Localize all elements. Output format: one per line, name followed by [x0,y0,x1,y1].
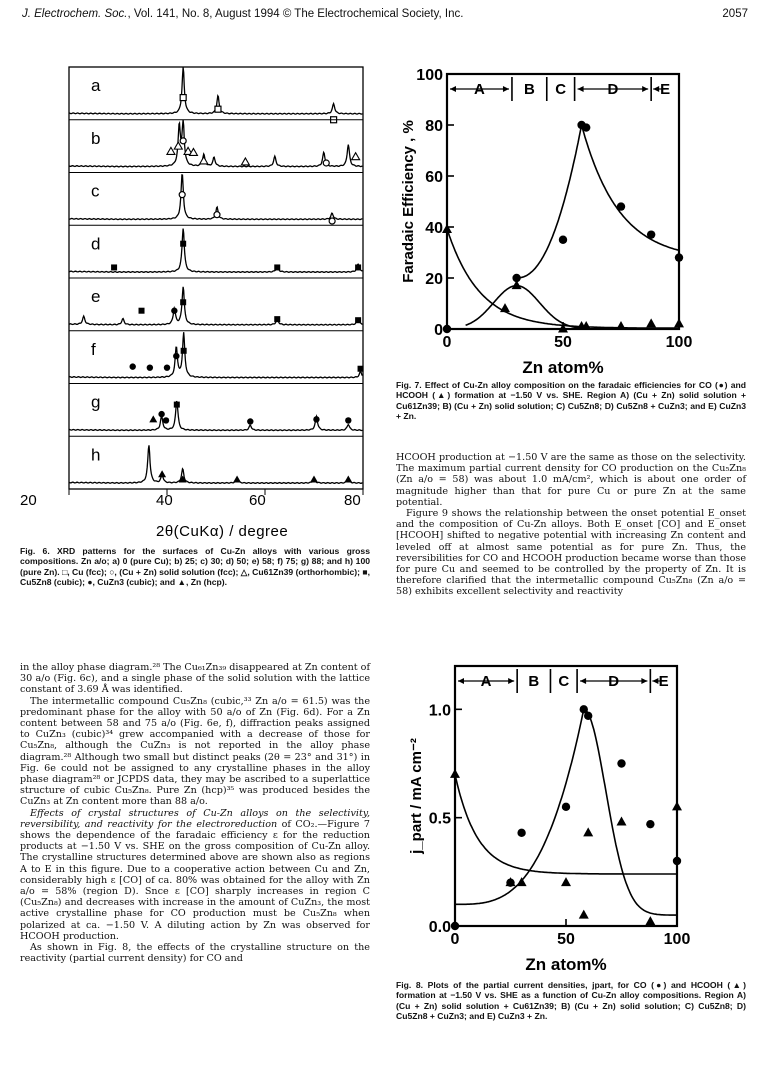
fig7-figure [395,56,700,376]
fig6-marker-cu5zn8 [180,299,186,305]
hcooh-data-point [512,280,522,289]
co-data-point [675,253,683,261]
region-arrowhead [458,678,464,684]
fig8-figure [395,648,700,978]
co-data-point [451,922,459,930]
x-tick-label: 0 [450,931,460,948]
x-tick-label: 100 [663,931,691,948]
fig6-marker-cuzn3 [164,364,170,370]
fig6-marker-cu [215,106,221,112]
fig6-svg [18,62,373,542]
hcooh-data-point [442,224,452,233]
co-data-point [562,803,570,811]
hcooh-data-point [674,318,684,327]
fit-curve-0 [517,125,679,278]
fig6-marker-cuzn3 [158,411,164,417]
fig6-panel-label-a: a [91,76,101,95]
y-tick-label: 0.5 [428,810,451,828]
co-data-point [559,236,567,244]
region-label-E: E [660,81,671,98]
y-tick-label: 100 [416,67,443,84]
fig6-marker-cu61zn39 [241,158,249,165]
fig6-marker-cu5zn8 [355,264,361,270]
fig6-panel-label-d: d [91,234,101,254]
fig7-caption: Fig. 7. Effect of Cu-Zn alloy composition on the faradaic efficiencies for CO (●) and HCOOH (▲) formation at −1.50 V vs. SHE. Region A) (Cu + Zn) solid solution + Cu61Zn39; B) (Cu + Zn) solid solution; C) Cu5Zn8; D) Cu5Zn8 + CuZn3; and E) CuZn3 + Zn. [396,380,746,422]
fig6-pattern-f [69,332,362,378]
left-column-text [20,662,370,964]
fig6-pattern-b [69,120,362,167]
hcooh-data-point [561,877,571,886]
fig6-marker-cu5zn8 [174,402,180,408]
hcooh-data-point [583,827,593,836]
hcooh-data-point [672,801,682,810]
region-arrowhead [450,86,456,92]
hcooh-data-point [450,769,460,778]
fig8-caption: Fig. 8. Plots of the partial current densities, jpart, for CO (●) and HCOOH (▲) formation at −1.50 V vs. SHE as a function of Cu-Zn alloy compositions. Region A) (Cu + Zn) solid solution + Cu61Zn39; B) (Cu + Zn) solid solution; C) Cu5Zn8; D) Cu5Zn8 + CuZn3; and E) CuZn3 + Zn. [396,980,746,1022]
fig6-marker-solid-solution [329,218,335,224]
region-arrowhead [641,678,647,684]
region-label-A: A [474,81,485,98]
region-label-D: D [608,673,620,690]
region-arrowhead [578,86,584,92]
region-label-E: E [658,673,669,690]
fig6-marker-solid-solution [180,138,186,144]
fig6-pattern-g [69,401,362,431]
left-para-3-text: of CO₂.—Figure 7 shows the dependence of the faradaic efficiency ε for the reduction products at −1.50 V vs. SHE on the gross composition of Cu-Zn alloy. The crystalline structures determined above are shown also as regions A to E in this figure. Due to a cooperative action between Cu and Zn, considerably high ε [CO] of ca. 80% was obtained for the alloy with Zn a/o = 58% (region D). Snce ε [CO] sharply increases in region C (Cu₅Zn₈) and decreases with increase in the amount of CuZn₃, the most active crystalline phase for CO production must be Cu₅Zn₈ when polarized at ca. −1.50 V. A diluting action by Zn was observed for HCOOH production. [20,818,370,942]
fig6-xtick-80: 80 [344,492,361,509]
fig6-xtick-marks [69,489,363,495]
fig6-xtick-40: 40 [156,492,173,509]
fig6-marker-cu5zn8 [274,316,280,322]
region-label-C: C [558,673,570,690]
fit-curve-0 [455,774,677,874]
left-para-1: in the alloy phase diagram.²⁸ The Cu₆₁Zn₃₉ disappeared at Zn content of 30 a/o (Fig. 6c), and a single phase of the solid solution with the lattice constant of 3.69 Å was identified. [20,662,370,696]
fig6-marker-cuzn3 [130,363,136,369]
journal-citation: , Vol. 141, No. 8, August 1994 © The Electrochemical Society, Inc. [127,8,464,20]
fig6-xrd-figure [18,62,373,542]
x-axis-title: Zn atom% [522,358,604,376]
page-header [22,8,748,26]
region-label-B: B [523,81,535,98]
fig6-xtick-20: 20 [20,492,37,509]
y-tick-label: 40 [425,220,443,237]
fig6-marker-zn [310,476,318,483]
y-tick-label: 80 [425,118,443,135]
region-arrowhead [503,86,509,92]
y-axis-title: Faradaic Efficiency , % [400,120,417,283]
co-data-point [617,202,625,210]
fit-curve-2 [466,286,587,329]
fig6-marker-cu61zn39 [352,153,360,160]
co-data-point [517,829,525,837]
y-tick-label: 0.0 [428,919,451,936]
fig6-marker-cu5zn8 [180,241,186,247]
fig6-marker-cu5zn8 [355,317,361,323]
fig7-chart [395,56,700,376]
fig6-marker-cuzn3 [163,417,169,423]
fig6-marker-zn [344,476,352,483]
hcooh-data-point [616,321,626,330]
hcooh-data-point [579,910,589,919]
fig6-marker-solid-solution [214,212,220,218]
fig6-marker-cu5zn8 [358,366,364,372]
region-label-C: C [555,81,567,98]
fig6-xlabel: 2θ(CuKα) / degree [156,523,289,540]
fig6-marker-cu5zn8 [111,264,117,270]
hcooh-data-point [500,303,510,312]
x-tick-label: 0 [442,334,452,351]
fig6-panel-label-g: g [91,392,101,412]
fig6-panel-label-h: h [91,445,101,465]
plot-frame [447,74,679,329]
fig6-marker-cu5zn8 [181,348,187,354]
hcooh-data-point [646,318,656,327]
fig6-panel-label-e: e [91,287,101,306]
fig8-chart [395,648,700,978]
page-number: 2057 [722,8,748,20]
fig6-marker-solid-solution [323,160,329,166]
fig6-marker-cuzn3 [147,364,153,370]
x-axis-title: Zn atom% [525,955,607,974]
left-section-heading: Effects of crystal structures of Cu-Zn alloys on the selectivity, reversibility, and reactivity for the electroreduction [20,807,370,830]
left-para-2: The intermetallic compound Cu₅Zn₈ (cubic,³³ Zn a/o = 61.5) was the predominant phase for the alloy with 50 a/o of Zn (Fig. 6d). For a Zn content between 58 and 75 a/o (Fig. 6e, f), diffraction peaks assigned to CuZn₃ (cubic)³⁴ grew accompanied with a decrease of those for Cu₅Zn₈, although the CuZn₃ is not reported in the alloy phase diagram.²⁸ Although two small but distinct peaks (2θ = 23° and 31°) in Fig. 6e could not be assigned to any crystalline phases in the alloy phase diagram²⁸ or JCPDS data, they may be ascribed to a superlattice structure of cubic Cu₅Zn₈. Pure Zn (hcp)³⁵ was produced besides the CuZn₃ at Zn content more than 88 a/o. [20,695,370,808]
fig6-marker-cu5zn8 [139,308,145,314]
plot-frame [455,666,677,926]
co-data-point [584,712,592,720]
fig6-marker-cu [180,95,186,101]
right-para-1: HCOOH production at −1.50 V are the same as those on the selectivity. The maximum partial current density for CO production on the Cu₅Zn₈ (Zn a/o = 58) was about 1.0 mA/cm², which is about one order of magnitude higher than that for pure Cu or pure Zn at the same potential. [396,452,746,508]
left-para-4: As shown in Fig. 8, the effects of the crystalline structure on the reactivity (partial current density) for CO and [20,942,370,965]
fig6-xtick-60: 60 [249,492,266,509]
fig6-marker-cuzn3 [171,308,177,314]
x-tick-label: 100 [665,334,693,351]
journal-name: J. Electrochem. Soc. [22,8,128,20]
fig6-caption: Fig. 6. XRD patterns for the surfaces of Cu-Zn alloys with various gross compositions. Zn a/o; a) 0 (pure Cu); b) 25; c) 30; d) 50; e) 58; f) 75; g) 88; and h) 100 (pure Zn). □, Cu (fcc); ○, (Cu + Zn) solid solution (fcc); △, Cu61Zn39 (orthorhombic); ■, Cu5Zn8 (cubic); ●, CuZn3 (cubic); and ▲, Zn (hcp). [20,546,370,588]
y-axis-title: j_part / mA cm⁻² [408,738,425,854]
x-tick-label: 50 [554,334,572,351]
fig6-marker-zn [158,470,166,477]
co-data-point [646,820,654,828]
region-label-B: B [528,673,540,690]
region-label-D: D [607,81,619,98]
fig6-marker-cuzn3 [313,416,319,422]
fig6-pattern-e [69,287,362,325]
region-arrowhead [508,678,514,684]
x-tick-label: 50 [557,931,575,948]
co-data-point [582,123,590,131]
co-data-point [673,857,681,865]
co-data-point [617,759,625,767]
y-tick-label: 0 [434,322,443,339]
fig6-marker-cu5zn8 [274,264,280,270]
fig6-pattern-h [69,445,362,483]
fig6-marker-cuzn3 [173,353,179,359]
region-arrowhead [653,86,659,92]
right-column-text [396,452,746,598]
hcooh-data-point [617,817,627,826]
hcooh-data-point [645,916,655,925]
region-arrowhead [580,678,586,684]
left-para-3 [20,808,370,942]
right-para-2: Figure 9 shows the relationship between the onset potential E_onset and the composition of Cu-Zn alloys. Both E_onset [CO] and E_onset [HCOOH] shifted to negative potential with increasing Zn content and leveled off at almost same potential as for pure Zn. Thus, the reversibilities for CO and HCOOH production became worse than those for pure Cu and seemed to be controlled by the property of Zn. It is therefore clarified that the intermetallic compound Cu₅Zn₈ (Zn a/o = 58) exhibits excellent selectivity and reactivity [396,508,746,598]
fig6-panel-label-c: c [91,181,100,201]
hcooh-data-point [517,877,527,886]
fig6-marker-cu61zn39 [200,157,208,164]
fig6-marker-zn [233,476,241,483]
fig6-panel-label-f: f [91,339,96,359]
region-label-A: A [480,673,492,690]
y-tick-label: 1.0 [428,702,451,720]
fig6-marker-zn [149,415,157,422]
y-tick-label: 20 [425,271,443,288]
fig6-panel-label-b: b [91,128,101,148]
co-data-point [443,325,451,333]
region-arrowhead [652,678,658,684]
fig6-marker-cuzn3 [247,418,253,424]
fig6-marker-solid-solution [179,192,185,198]
region-arrowhead [642,86,648,92]
y-tick-label: 60 [425,169,443,186]
co-data-point [647,230,655,238]
fig6-marker-cu61zn39 [167,147,175,154]
fig6-marker-cuzn3 [345,417,351,423]
